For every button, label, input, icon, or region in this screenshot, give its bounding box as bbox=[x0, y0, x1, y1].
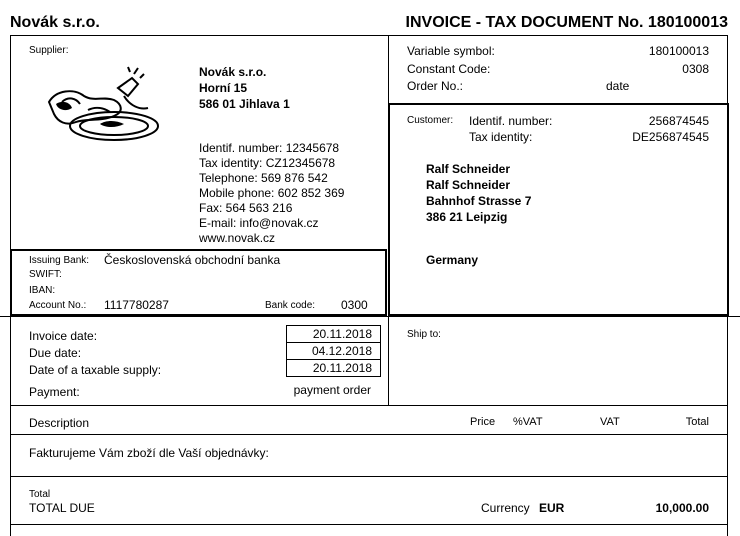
supplier-street: Horní 15 bbox=[199, 81, 248, 95]
customer-id-value: 256874545 bbox=[648, 114, 709, 128]
customer-tax-label: Tax identity: bbox=[469, 130, 533, 144]
price-header: Price bbox=[470, 416, 496, 428]
currency-label: Currency bbox=[481, 501, 530, 515]
due-date-value: 04.12.2018 bbox=[286, 342, 381, 360]
customer-country: Germany bbox=[426, 253, 479, 267]
supplier-identif: Identif. number: 12345678 bbox=[199, 141, 340, 155]
order-no-label: Order No.: bbox=[407, 79, 464, 93]
customer-name-2: Ralf Schneider bbox=[426, 178, 511, 192]
taxable-date-label: Date of a taxable supply: bbox=[29, 363, 162, 377]
customer-label: Customer: bbox=[407, 115, 454, 126]
due-date-label: Due date: bbox=[29, 346, 82, 360]
supplier-mobile: Mobile phone: 602 852 369 bbox=[199, 186, 345, 200]
customer-street: Bahnhof Strasse 7 bbox=[426, 194, 532, 208]
items-header-line bbox=[10, 434, 728, 435]
bank-code-value: 0300 bbox=[341, 298, 368, 312]
supplier-contacts bbox=[199, 141, 344, 246]
customer-tax-value: DE256874545 bbox=[632, 130, 709, 144]
vat-header: VAT bbox=[600, 416, 620, 428]
constant-code-value: 0308 bbox=[682, 62, 709, 76]
supplier-label: Supplier: bbox=[29, 45, 69, 56]
taxable-date-value: 20.11.2018 bbox=[286, 359, 381, 377]
bank-code-label: Bank code: bbox=[265, 300, 316, 311]
total-small-label: Total bbox=[29, 489, 51, 500]
totals-bottom-line bbox=[10, 524, 728, 525]
payment-label: Payment: bbox=[29, 385, 80, 399]
variable-symbol-value: 180100013 bbox=[648, 44, 709, 58]
total-amount: 10,000.00 bbox=[655, 501, 709, 515]
supplier-tax: Tax identity: CZ12345678 bbox=[199, 156, 336, 170]
supplier-fax: Fax: 564 563 216 bbox=[199, 201, 293, 215]
total-due-label: TOTAL DUE bbox=[29, 501, 95, 515]
account-value: 1117780287 bbox=[104, 298, 169, 312]
payment-value: payment order bbox=[293, 383, 371, 397]
sketch-logo-icon bbox=[44, 66, 164, 151]
customer-name-1: Ralf Schneider bbox=[426, 162, 511, 176]
currency-value: EUR bbox=[539, 501, 565, 515]
constant-code-label: Constant Code: bbox=[407, 62, 491, 76]
items-bottom-line bbox=[10, 476, 728, 477]
variable-symbol-label: Variable symbol: bbox=[407, 44, 495, 58]
invoice-date-value: 20.11.2018 bbox=[286, 325, 381, 343]
account-label: Account No.: bbox=[29, 300, 87, 311]
supplier-website[interactable]: www.novak.cz bbox=[199, 231, 276, 245]
company-title: Novák s.r.o. bbox=[10, 14, 100, 31]
issuing-bank-label: Issuing Bank: bbox=[29, 255, 90, 266]
supplier-city: 586 01 Jihlava 1 bbox=[199, 97, 290, 111]
customer-id-label: Identif. number: bbox=[469, 114, 553, 128]
issuing-bank-value: Československá obchodní banka bbox=[104, 253, 281, 267]
supplier-email[interactable]: E-mail: info@novak.cz bbox=[199, 216, 319, 230]
item-row-text: Fakturujeme Vám zboží dle Vaší objednávky: bbox=[29, 446, 269, 460]
total-header: Total bbox=[685, 416, 709, 428]
vat-percent-header: %VAT bbox=[513, 416, 543, 428]
frame-top bbox=[10, 35, 728, 36]
invoice-date-label: Invoice date: bbox=[29, 329, 98, 343]
customer-city: 386 21 Leipzig bbox=[426, 210, 508, 224]
order-no-value: date bbox=[606, 79, 630, 93]
supplier-name: Novák s.r.o. bbox=[199, 65, 267, 79]
description-header: Description bbox=[29, 416, 90, 430]
iban-label: IBAN: bbox=[29, 285, 56, 296]
ship-to-label: Ship to: bbox=[407, 329, 441, 340]
items-top-line bbox=[10, 405, 728, 406]
customer-address bbox=[426, 161, 531, 225]
section-divider bbox=[0, 316, 740, 317]
supplier-telephone: Telephone: 569 876 542 bbox=[199, 171, 328, 185]
swift-label: SWIFT: bbox=[29, 269, 62, 280]
document-title: INVOICE - TAX DOCUMENT No. 180100013 bbox=[405, 14, 728, 31]
